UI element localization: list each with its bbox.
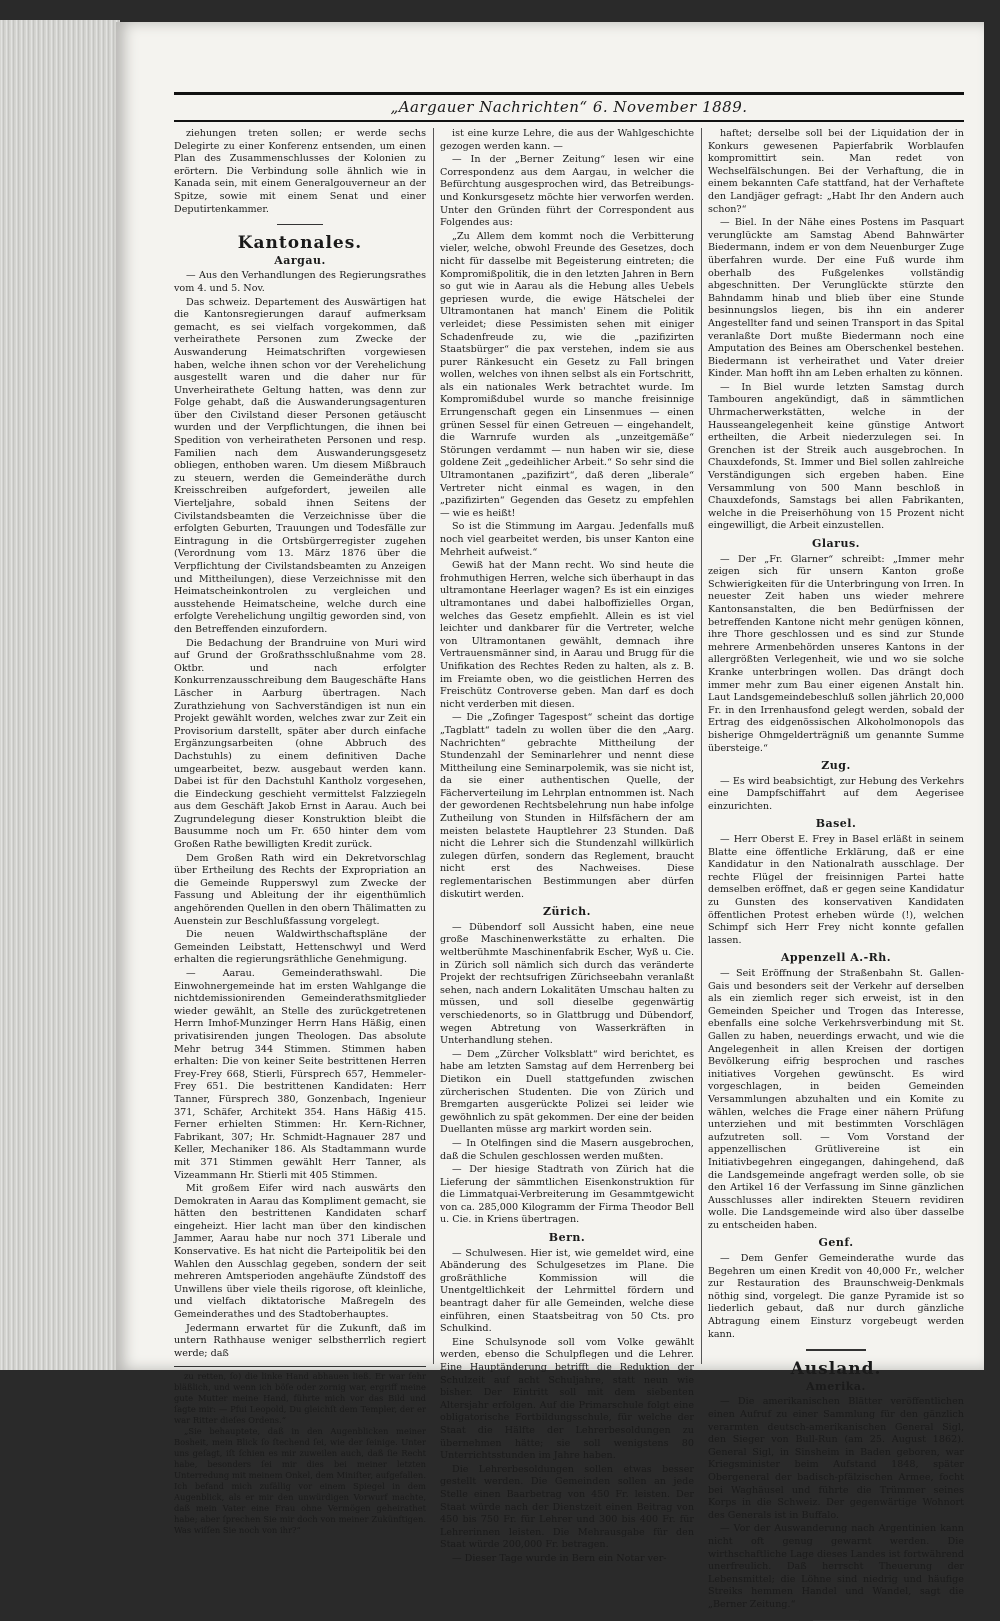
feuilleton-text (174, 1371, 426, 1536)
paragraph: zu retten, ſo) die linke Hand abhauen ließ. Er war ſehr bläßlich, und wenn ich böſe oder zornig war, ergriff meine gute Mutter meine Hand, führte mich vor das Bild und ſagte mir: — Pfui Leopold, Du gleichſt dem Templer, der er war Ritter dieſes Ordens.“ (174, 1371, 426, 1426)
book-page-edges (0, 20, 120, 1370)
paragraph: Das schweiz. Departement des Auswärtigen hat die Kantonsregierungen darauf aufmerksam gemacht, es sei vielfach vorgekommen, daß verheirathete Personen zum Zwecke der Auswanderung Heimatschriften vorgewiesen haben, welche ihnen schon vor der Verehelichung ausgestellt waren und die daher nur für Unverheirathete Geltung hatten, was denn zur Folge gehabt, daß die Auswanderungsagenturen über den Civilstand dieser Personen getäuscht wurden und der Verpflichtungen, die ihnen bei Spedition von verheiratheten Personen und resp. Familien nach dem Auswanderungsgesetz obliegen, enthoben waren. Um diesem Mißbrauch zu steuern, werden die Gemeinderäthe durch Kreisschreiben aufgefordert, jeweilen alle Vierteljahre, sobald ihnen Seitens der Civilstandsbeamten die Verzeichnisse über die erfolgten Geburten, Trauungen und Todesfälle zur Eintragung in die Ortsbürgerregister zugehen (Verordnung vom 13. März 1876 über die Verpflichtung der Civilstandsbeamten zu Anzeigen und Mittheilungen), diese Verzeichnisse mit den Heimatscheinkontrolen zu vergleichen und ausstehende Heimatscheine, welche durch eine erfolgte Verehelichung ungiltig geworden sind, von den Betreffenden einzufordern. (174, 296, 426, 635)
paragraph: — Seit Eröffnung der Straßenbahn St. Gallen-Gais und besonders seit der Verkehr auf derselben als ein ziemlich reger sich erweist, ist in den Gemeinden Speicher und Trogen das Interesse, ebenfalls eine solche Verkehrsverbindung mit St. Gallen zu haben, neuerdings erwacht, und wie die Angelegenheit in allen Kreisen der dortigen Bevölkerung eifrig besprochen und rasches initiatives Vorgehen gewünscht. Es wird vorgeschlagen, in beiden Gemeinden Versammlungen abzuhalten und ein Komite zu wählen, welches die Frage einer nähern Prüfung unterziehen und mit bestimmten Vorschlägen aufzutreten soll. — Vom Vorstand der appenzellischen Grütlivereine ist ein Initiativbegehren eingegangen, dahingehend, daß die Landsgemeinde angefragt werden solle, ob sie den Artikel 16 der Verfassung im Sinne gänzlichen Ausschlusses aller indirekten Steuern revidiren wolle. Die Landsgemeinde wird also über dasselbe zu entscheiden haben. (708, 968, 964, 1231)
paragraph: — Die amerikanischen Blätter veröffentlichen einen Aufruf zu einer Sammlung für den gänzlich verarmten deutsch-amerikanischen General Sigl, den Sieger von Bull-Run (am 25. August 1862). General Sigl, in Sinsheim in Baden geboren, war Kriegsminister beim Aufstand 1848, später Obergeneral der badisch-pfälzischen Armee, focht bei Waghäusel und führte die Trümmer seines Korps in die Schweiz. Der gegenwärtige Wohnort des Generals ist in Buffalo. (708, 1396, 964, 1521)
paragraph: — Aus den Verhandlungen des Regierungsrathes vom 4. und 5. Nov. (174, 270, 426, 294)
paragraph: — Die „Zofinger Tagespost“ scheint das dortige „Tagblatt“ tadeln zu wollen über die den „Aarg. Nachrichten“ gebrachte Mittheilung der Stundenzahl der Seminarlehrer und nennt diese Mittheilung eine Seminarpolemik, was sie nicht ist, da sie einer authentischen Quelle, der Fächerverteilung im Lehrplan entnommen ist. Nach der gewordenen Rechtsbelehrung nun habe infolge Zutheilung von Stunden in Hilfsfächern der am meisten belastete Hauptlehrer 23 Stunden. Daß nicht die Lehrer sich die Stundenzahl willkürlich zulegen dürfen, sondern das Reglement, braucht nicht erst des Nachweises. Diese reglementarischen Bestimmungen aber dürfen diskutirt werden. (440, 712, 694, 900)
paragraph: ziehungen treten sollen; er werde sechs Delegirte zu einer Konferenz entsenden, um einen Plan des Zusammenschlusses der Kolonien zu erörtern. Die Verbindung solle ähnlich wie in Kanada sein, mit einem Generalgouverneur an der Spitze, sowie mit einem Senat und einer Deputirtenkammer. (174, 128, 426, 215)
paragraph: — In der „Berner Zeitung“ lesen wir eine Correspondenz aus dem Aargau, in welcher die Befürchtung ausgesprochen wird, das Betreibungs- und Konkursgesetz möchte hier verworfen werden. Unter den Gründen führt der Correspondent aus Folgendes aus: (440, 154, 694, 229)
paragraph: — In Biel wurde letzten Samstag durch Tambouren angekündigt, daß in sämmtlichen Uhrmacherwerkstätten, welche in der Hausseangelegenheit keine günstige Antwort ertheilten, die Arbeit niederzulegen sei. In Grenchen ist der Streik auch ausgebrochen. In Chauxdefonds, St. Immer und Biel sollen zahlreiche Verständigungen sich ergeben haben. Eine Versammlung von 500 Mann beschloß in Chauxdefonds, Samstags bei allen Fabrikanten, welche in die Preiserhöhung von 15 Prozent nicht eingewilligt, die Arbeit einzustellen. (708, 381, 964, 532)
section-divider (277, 224, 323, 225)
column-3 (708, 128, 964, 1610)
column-1 (174, 128, 426, 1536)
paragraph: — Es wird beabsichtigt, zur Hebung des Verkehrs eine Dampfschiffahrt auf dem Aegerisee einzurichten. (708, 775, 964, 812)
subheading-amerika: Amerika. (806, 1379, 866, 1393)
paragraph: Die neuen Waldwirthschaftspläne der Gemeinden Leibstatt, Hettenschwyl und Werd erhalten die regierungsräthliche Genehmigung. (174, 929, 426, 966)
paragraph: haftet; derselbe soll bei der Liquidation der in Konkurs gewesenen Papierfabrik Worblaufen kompromittirt sein. Man redet von Wechselfälschungen. Bei der Verhaftung, die in einem bekannten Cafe stattfand, hat der Verhaftete den Landjäger gefragt: „Habt Ihr den Andern auch schon?“ (708, 128, 964, 215)
paragraph: — Schulwesen. Hier ist, wie gemeldet wird, eine Abänderung des Schulgesetzes im Plane. Die großräthliche Kommission will die Unentgeltlichkeit der Lehrmittel fördern und beantragt daher für alle Gemeinden, welche diese einführen, einen Staatsbeitrag von 50 Cts. pro Schulkind. (440, 1247, 694, 1335)
paragraph: „Sie behauptete, daß in den Augenblicken meiner Bosheit, mein Blick ſo ſtechend ſei, wie der ſeinige. Unter uns geſagt, iſt ſchien es mir zuweilen auch, daß ſie Recht habe, besonders ſei mir dies bei meiner letzten Unterredung mit meinem Onkel, dem Miniſter, aufgefallen. Ich befand mich zufällig vor einem Spiegel in dem Augenblick, als er mir den unwürdigen Vorwurf machte, daß mein Vater eine Frau ohne Vermögen geheirathet habe; aber ſprechen Sie mir doch von meiner Zukünftigen. Was wiſſen Sie noch von ihr?“ (174, 1426, 426, 1536)
section-heading-ausland: Ausland. (790, 1359, 882, 1380)
paragraph: „Zu Allem dem kommt noch die Verbitterung vieler, welche, obwohl Freunde des Gesetzes, doch nicht für dasselbe mit Begeisterung eintreten; die Kompromißpolitik, die in den letzten Jahren in Bern so gut wie in Aarau als die Hebung alles Uebels gepriesen wurde, die ewige Hätschelei der Ultramontanen hat manch' Einem die Politik verleidet; diese Pessimisten sehen mit einiger Schadenfreude zu, wie die „pazifizirten Staatsbürger“ die pax verstehen, indem sie aus purer Ränkesucht ein Gesetz zu Fall bringen wollen, welches von ihnen selbst als ein Fortschritt, als ein nationales Werk betrachtet wurde. Im Kompromißdubel wurde so manche freisinnige Errungenschaft gegen ein Linsenmues — einen grünen Sessel für einen Getreuen — eingehandelt, die Warnrufe wurden als „unzeitgemäße“ Störungen verdammt — nun haben wir sie, diese goldene Zeit „gedeihlicher Arbeit.“ So sehr sind die Ultramontanen „pazifizirt“, daß deren „liberale“ Vertreter nicht einmal es wagen, in den „pazifizirten“ Gegenden das Gesetz zu empfehlen — wie es heißt! (440, 230, 694, 519)
newspaper-page (116, 22, 984, 1610)
column-2 (440, 128, 694, 1564)
paragraph: Eine Schulsynode soll vom Volke gewählt werden, ebenso die Schulpflegen und die Lehrer. Eine Hauptänderung betrifft die Reduktion der Schulzeit auf acht Schuljahre, statt neun wie bisher. Der Eintritt soll mit dem siebenten Altersjahr erfolgen. Auf die Primarschule folgt eine obligatorische Fortbildungsschule, für welche der Staat die Hälfte der Lehrerbesoldungen zu übernehmen hätte; sie soll wenigstens 80 Unterrichtsstunden im Jahre haben. (440, 1336, 694, 1462)
column-divider (433, 128, 434, 1364)
subheading-glarus: Glarus. (811, 537, 860, 550)
paragraph: — Herr Oberst E. Frey in Basel erläßt in seinem Blatte eine öffentliche Erklärung, daß er eine Kandidatur in den Nationalrath ausschlage. Der rechte Flügel der freisinnigen Partei hatte demselben eröffnet, daß er gegen seine Kandidatur zu Gunsten des konservativen Kandidaten öffentlichen Protest erheben würde (!), welchen Schimpf sich Herr Frey nicht konnte gefallen lassen. (708, 834, 964, 946)
section-heading-kantonales: Kantonales. (237, 233, 363, 254)
subheading-appenzell: Appenzell A.-Rh. (780, 951, 892, 965)
paragraph: — Biel. In der Nähe eines Postens im Pasquart verunglückte am Samstag Abend Bahnwärter Biedermann, indem er von dem Neuenburger Zuge überfahren wurde. Der eine Fuß wurde ihm oberhalb des Fußgelenkes vollständig abgeschnitten. Der Verunglückte stürzte den Bahndamm hinab und blieb über eine Stunde besinnungslos liegen, bis ihn ein anderer Angestellter fand und seinen Transport in das Spital veranlaßte Dort mußte Biedermann noch eine Amputation des Beines am Oberschenkel bestehen. Biedermann ist verheirathet und Vater dreier Kinder. Man hofft ihn am Leben erhalten zu können. (708, 217, 964, 380)
masthead-top-rule (174, 92, 964, 95)
paragraph: Mit großem Eifer wird nach auswärts den Demokraten in Aarau das Kompliment gemacht, sie hätten den bestrittenen Kandidaten scharf eingeheizt. Hier lacht man über den kindischen Jammer, Aarau habe nur noch 371 Liberale und Konservative. Es hat nicht die Parteipolitik bei den Wahlen den Ausschlag gegeben, sondern der seit mehreren Amtsperioden angehäufte Zündstoff des Unwillens über viele theils rigorose, oft kleinliche, und vielfach diktatorische Maßregeln des Gemeinderathes und des Stadtoberhauptes. (174, 1183, 426, 1321)
subheading-bern: Bern. (548, 1231, 586, 1245)
article-columns (174, 128, 964, 1610)
paragraph: — Dieser Tage wurde in Bern ein Notar ver- (452, 1552, 667, 1564)
paragraph: — Vor der Auswanderung nach Argentinien kann nicht oft genug gewarnt werden. Die wirthschaftliche Lage dieses Landes ist fortwährend unerfreulich. Daß herrscht Theuerung der Lebensmittel; die Löhne sind niedrig und häufige Streiks hemmen Handel und Wandel, sagt die „Berner Zeitung.“ (708, 1523, 964, 1610)
section-divider (806, 1349, 866, 1351)
paragraph: Gewiß hat der Mann recht. Wo sind heute die frohmuthigen Herren, welche sich überhaupt in das ultramontane Heerlager wagen? Es ist ein einziges ultramontanes und dabei halboffizielles Organ, welches das Gesetz empfiehlt. Allein es ist viel leichter und dankbarer für die Vertreter, welche von Ultramontanen gewählt, demnach ihre Vertrauensmänner sind, in Aarau und Brugg für die Unifikation des Rechtes Reden zu halten, als z. B. im Freiamte oben, wo die geistlichen Herren des Freischütz Controverse geben. Man darf es doch nicht verderben mit diesen. (440, 560, 694, 710)
paragraph: Jedermann erwartet für die Zukunft, daß im untern Rathhause weniger selbstherrlich regiert werde; daß (174, 1322, 426, 1359)
paragraph: — Dem „Zürcher Volksblatt“ wird berichtet, es habe am letzten Samstag auf dem Herrenberg bei Dietikon ein Duell stattgefunden zwischen zürcherischen Studenten. Die von Zürich und Bremgarten ausgerückte Polizei sei leider wie gewöhnlich zu spät gekommen. Der eine der beiden Duellanten müsse arg markirt worden sein. (440, 1048, 694, 1136)
section-divider (813, 1620, 859, 1621)
paragraph: Dem Großen Rath wird ein Dekretvorschlag über Ertheilung des Rechts der Expropriation an die Gemeinde Rupperswyl zum Zwecke der Fassung und Ableitung der ihr eigenthümlich angehörenden Quellen in den obern Thälimatten zu Auenstein zur Beschlußfassung vorgelegt. (174, 852, 426, 927)
column-divider (701, 128, 702, 1364)
paragraph: — Dübendorf soll Aussicht haben, eine neue große Maschinenwerkstätte zu erhalten. Die weltberühmte Maschinenfabrik Escher, Wyß u. Cie. in Zürich soll nämlich sich durch das veränderte Projekt der rechtsufrigen Zürichseebahn veranlaßt sehen, nach andern Lokalitäten Umschau halten zu müssen, und soll dieselbe gegenwärtig verschiedenorts, so in Glattbrugg und Dübendorf, wegen Abtretung von Wasserkräften in Unterhandlung stehen. (440, 921, 694, 1047)
masthead-bottom-rule (174, 120, 964, 122)
paragraph: Die Bedachung der Brandruine von Muri wird auf Grund der Großrathsschlußnahme vom 28. Oktbr. und nach erfolgter Konkurrenzausschreibung dem Baugeschäfte Hans Läscher in Aarburg übertragen. Nach Zurathziehung von Sachverständigen ist nun ein Projekt gewählt worden, welches zwar zur Zeit ein Provisorium darstellt, später aber durch einfache Ergänzungsarbeiten (ohne Abbruch des Dachstuhls) zu einem definitiven Dache umgearbeitet, bezw. ausgebaut werden kann. Dabei ist für den Dachstuhl Kantholz vorgesehen, die Eindeckung geschieht vermittelst Falzziegeln aus dem Geschäft Jakob Ernst in Aarau. Auch bei Zugrundelegung dieser Konstruktion bleibt die Bausumme noch um Fr. 650 hinter dem vom Großen Rathe bewilligten Kredit zurück. (174, 637, 426, 851)
feuilleton-divider (174, 1366, 426, 1367)
subheading-zug: Zug. (821, 759, 851, 773)
paragraph: — Aarau. Gemeinderathswahl. Die Einwohnergemeinde hat im ersten Wahlgange die nichtdemissionirenden Gemeinderathsmitglieder wieder gewählt, an Stelle des zurückgetretenen Herrn Imhof-Munzinger Herrn Hans Häßig, einen privatisirenden jungen Theologen. Das absolute Mehr betrug 344 Stimmen. Stimmen haben erhalten: Die von keiner Seite bestrittenen Herren Frey-Frey 668, Stierli, Fürsprech 657, Hemmeler-Frey 651. Die bestrittenen Kandidaten: Herr Tanner, Fürsprech 380, Gonzenbach, Ingenieur 371, Schäfer, Architekt 354. Hans Häßig 415. Ferner erhielten Stimmen: Hr. Kern-Richner, Fabrikant, 307; Hr. Schmidt-Hagnauer 287 und Keller, Mechaniker 186. Als Stadtammann wurde mit 371 Stimmen gewählt Herr Tanner, als Vizeammann Hr. Stierli mit 405 Stimmen. (174, 968, 426, 1181)
subheading-zurich: Zürich. (542, 905, 592, 919)
subheading-genf: Genf. (818, 1236, 854, 1250)
paragraph: — In Otelfingen sind die Masern ausgebrochen, daß die Schulen geschlossen werden mußten. (440, 1137, 694, 1162)
paragraph: ist eine kurze Lehre, die aus der Wahlgeschichte gezogen werden kann. — (440, 128, 694, 152)
paragraph: Die Lehrerbesoldungen sollen etwas besser gestellt werden. Die Gemeinden sollen an jede Stelle einen Baarbetrag von 450 Fr. leisten. Der Staat würde nach der Dienstzeit einen Beitrag von 450 bis 750 Fr. für Lehrer und 300 bis 400 Fr. für Lehrerinnen leisten. Die Mehrausgabe für den Staat würde 200,000 Fr. betragen. (440, 1463, 694, 1551)
paragraph: So ist die Stimmung im Aargau. Jedenfalls muß noch viel gearbeitet werden, bis unser Kanton eine Mehrheit aufweist.“ (440, 521, 694, 558)
subheading-basel: Basel. (815, 817, 857, 831)
masthead-title: „Aargauer Nachrichten“ 6. November 1889. (390, 98, 748, 116)
paragraph: — Dem Genfer Gemeinderathe wurde das Begehren um einen Kredit von 40,000 Fr., welcher zur Restauration des Braunschweig-Denkmals nöthig sind, vorgelegt. Die ganze Pyramide ist so liederlich gebaut, daß nur durch gänzliche Abtragung einem Einsturz vorgebeugt werden kann. (708, 1253, 964, 1340)
subheading-aargau: Aargau. (274, 253, 326, 267)
paragraph: — Der hiesige Stadtrath von Zürich hat die Lieferung der sämmtlichen Eisenkonstruktion für die Limmatquai-Verbreiterung im Gesammtgewicht von ca. 285,000 Kilogramm der Firma Theodor Bell u. Cie. in Kriens übertragen. (440, 1164, 694, 1226)
paragraph: — Der „Fr. Glarner“ schreibt: „Immer mehr zeigen sich für unsern Kanton große Schwierigkeiten für die Unterbringung von Irren. In neuester Zeit haben uns wieder mehrere Kantonsanstalten, die ben Bedürfnissen der betreffenden Kantone nicht mehr genügen können, ihre Thore geschlossen und es sind zur Stunde mehrere Armenbehörden unseres Kantons in der allergrößten Verlegenheit, wie und wo sie solche Kranke unterbringen wollen. Das drängt doch immer mehr zum Bau einer eigenen Anstalt hin. Laut Landsgemeindebeschluß sollen jährlich 20,000 Fr. in den Irrenhausfond gelegt werden, sobald der Ertrag des eidgenössischen Alkoholmonopols das bisherige Ohmgelderträgniß um genannte Summe übersteige.“ (708, 553, 964, 754)
